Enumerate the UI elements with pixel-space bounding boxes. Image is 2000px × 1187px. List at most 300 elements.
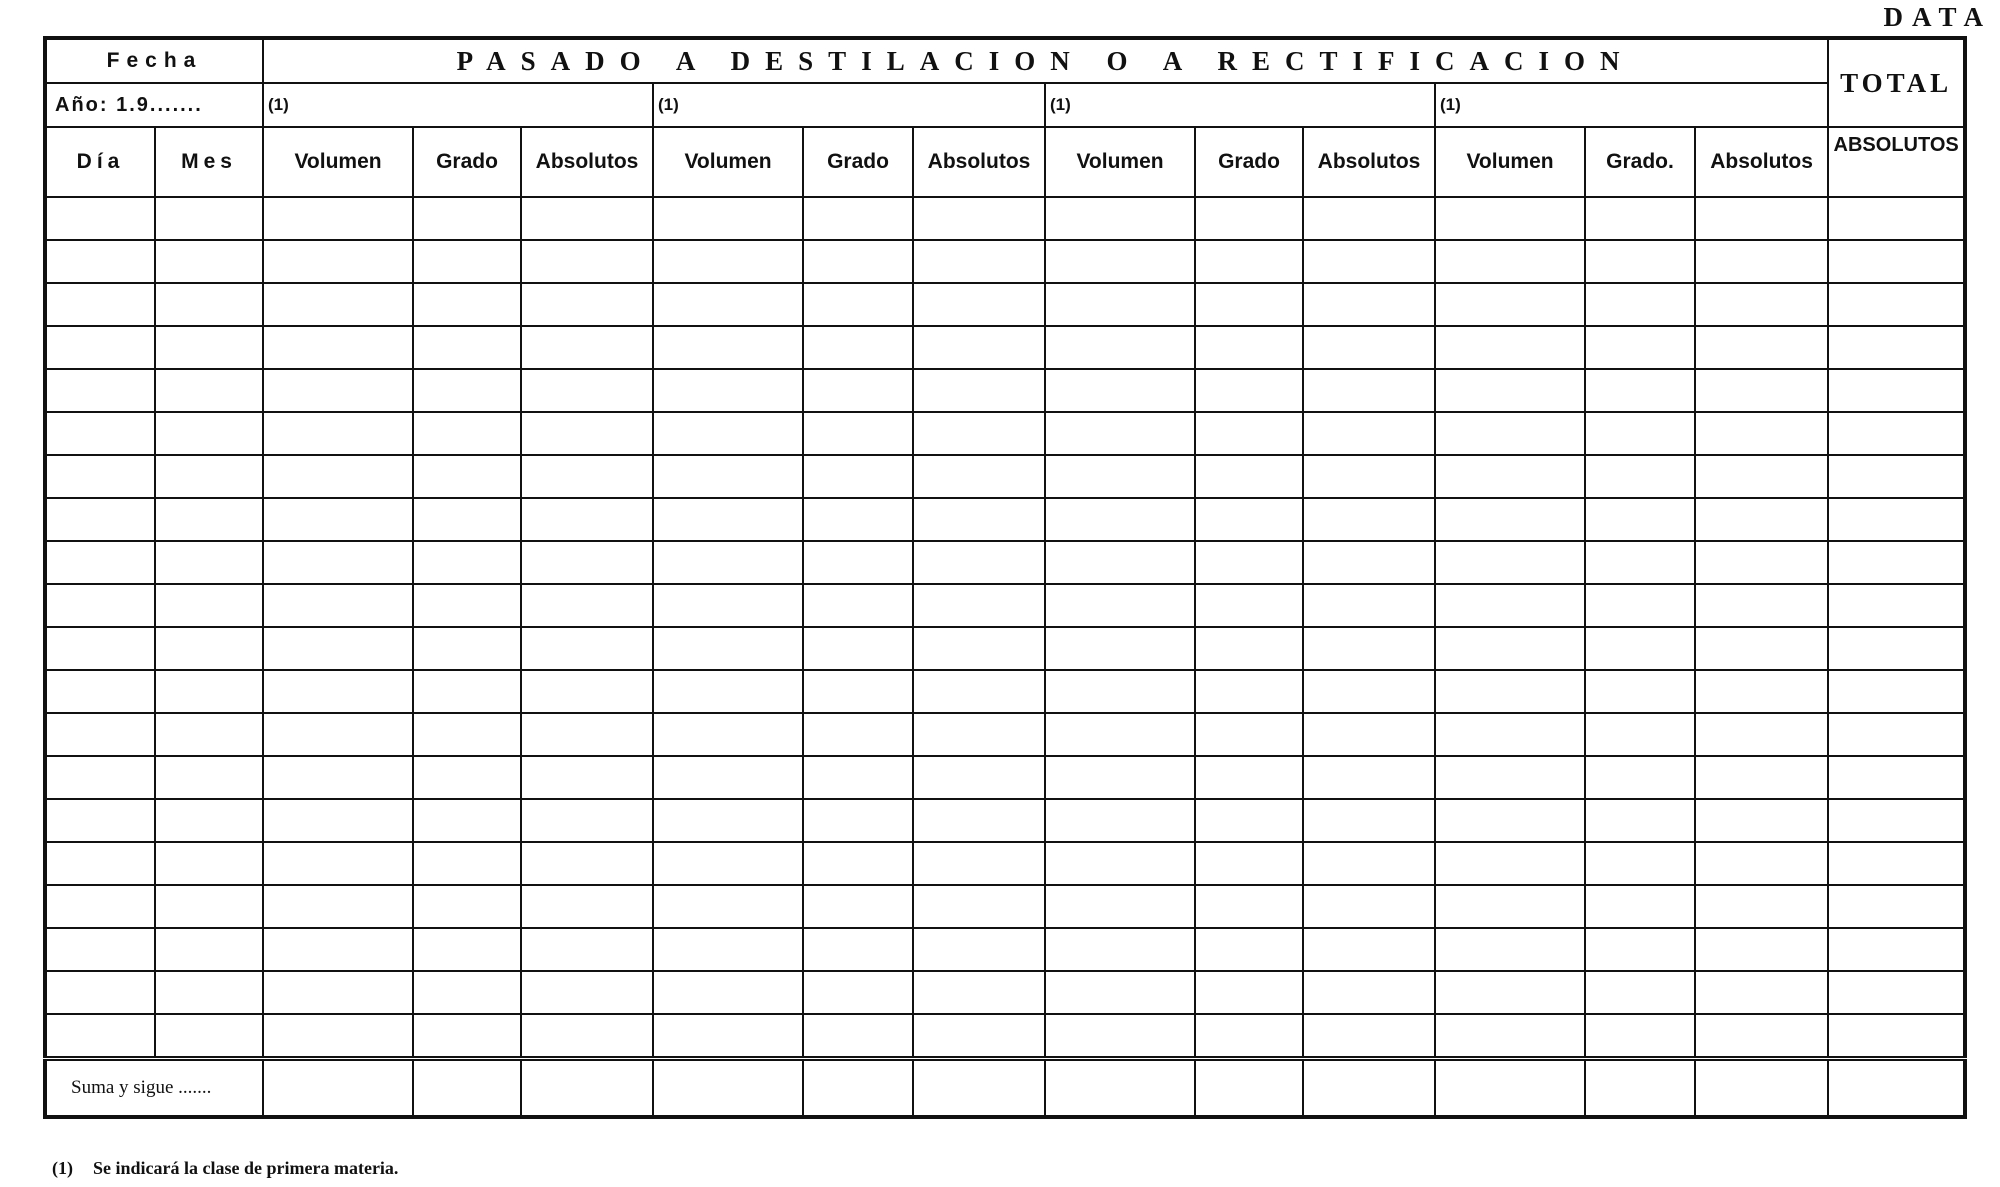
entry-cell[interactable] <box>653 928 803 971</box>
entry-cell[interactable] <box>1828 627 1965 670</box>
entry-cell[interactable] <box>155 670 263 713</box>
entry-cell[interactable] <box>155 498 263 541</box>
entry-cell[interactable] <box>155 197 263 240</box>
entry-cell[interactable] <box>1195 627 1303 670</box>
entry-cell[interactable] <box>1195 584 1303 627</box>
entry-cell[interactable] <box>1585 799 1695 842</box>
entry-cell[interactable] <box>155 584 263 627</box>
entry-cell[interactable] <box>1435 842 1585 885</box>
entry-cell[interactable] <box>45 885 155 928</box>
entry-cell[interactable] <box>1585 627 1695 670</box>
entry-cell[interactable] <box>1695 584 1828 627</box>
entry-cell[interactable] <box>1585 240 1695 283</box>
entry-cell[interactable] <box>1585 326 1695 369</box>
entry-cell[interactable] <box>1045 369 1195 412</box>
entry-cell[interactable] <box>653 369 803 412</box>
entry-cell[interactable] <box>45 326 155 369</box>
entry-cell[interactable] <box>413 842 521 885</box>
entry-cell[interactable] <box>1828 197 1965 240</box>
entry-cell[interactable] <box>1695 885 1828 928</box>
entry-cell[interactable] <box>1695 627 1828 670</box>
entry-cell[interactable] <box>1303 670 1435 713</box>
entry-cell[interactable] <box>521 240 653 283</box>
entry-cell[interactable] <box>1585 713 1695 756</box>
entry-cell[interactable] <box>1828 799 1965 842</box>
entry-cell[interactable] <box>521 197 653 240</box>
entry-cell[interactable] <box>1585 412 1695 455</box>
entry-cell[interactable] <box>913 713 1045 756</box>
sum-cell[interactable] <box>653 1059 803 1118</box>
entry-cell[interactable] <box>803 326 913 369</box>
entry-cell[interactable] <box>803 928 913 971</box>
entry-cell[interactable] <box>653 584 803 627</box>
entry-cell[interactable] <box>653 455 803 498</box>
entry-cell[interactable] <box>45 713 155 756</box>
entry-cell[interactable] <box>1585 885 1695 928</box>
entry-cell[interactable] <box>913 842 1045 885</box>
entry-cell[interactable] <box>803 283 913 326</box>
entry-cell[interactable] <box>1303 326 1435 369</box>
entry-cell[interactable] <box>913 412 1045 455</box>
entry-cell[interactable] <box>1585 498 1695 541</box>
entry-cell[interactable] <box>1435 326 1585 369</box>
entry-cell[interactable] <box>803 670 913 713</box>
entry-cell[interactable] <box>803 842 913 885</box>
entry-cell[interactable] <box>1195 670 1303 713</box>
entry-cell[interactable] <box>1195 756 1303 799</box>
entry-cell[interactable] <box>263 455 413 498</box>
entry-cell[interactable] <box>521 971 653 1014</box>
entry-cell[interactable] <box>1828 369 1965 412</box>
entry-cell[interactable] <box>803 756 913 799</box>
entry-cell[interactable] <box>913 369 1045 412</box>
sum-cell[interactable] <box>1435 1059 1585 1118</box>
entry-cell[interactable] <box>1303 412 1435 455</box>
entry-cell[interactable] <box>413 627 521 670</box>
entry-cell[interactable] <box>1303 541 1435 584</box>
entry-cell[interactable] <box>521 283 653 326</box>
entry-cell[interactable] <box>1585 197 1695 240</box>
entry-cell[interactable] <box>1303 713 1435 756</box>
entry-cell[interactable] <box>1195 885 1303 928</box>
entry-cell[interactable] <box>913 541 1045 584</box>
entry-cell[interactable] <box>803 197 913 240</box>
entry-cell[interactable] <box>1695 240 1828 283</box>
entry-cell[interactable] <box>521 928 653 971</box>
entry-cell[interactable] <box>803 885 913 928</box>
entry-cell[interactable] <box>155 799 263 842</box>
entry-cell[interactable] <box>1695 197 1828 240</box>
entry-cell[interactable] <box>1045 541 1195 584</box>
entry-cell[interactable] <box>155 627 263 670</box>
entry-cell[interactable] <box>1828 455 1965 498</box>
entry-cell[interactable] <box>263 756 413 799</box>
entry-cell[interactable] <box>45 369 155 412</box>
entry-cell[interactable] <box>521 455 653 498</box>
sum-cell[interactable] <box>1585 1059 1695 1118</box>
entry-cell[interactable] <box>1828 541 1965 584</box>
sum-cell[interactable] <box>263 1059 413 1118</box>
entry-cell[interactable] <box>1695 455 1828 498</box>
entry-cell[interactable] <box>45 627 155 670</box>
entry-cell[interactable] <box>1695 541 1828 584</box>
entry-cell[interactable] <box>1303 584 1435 627</box>
entry-cell[interactable] <box>1435 541 1585 584</box>
entry-cell[interactable] <box>263 1014 413 1059</box>
entry-cell[interactable] <box>155 240 263 283</box>
sum-cell[interactable] <box>1195 1059 1303 1118</box>
entry-cell[interactable] <box>155 283 263 326</box>
sum-cell[interactable] <box>1303 1059 1435 1118</box>
entry-cell[interactable] <box>1828 412 1965 455</box>
entry-cell[interactable] <box>1695 326 1828 369</box>
entry-cell[interactable] <box>155 455 263 498</box>
entry-cell[interactable] <box>803 412 913 455</box>
entry-cell[interactable] <box>1585 842 1695 885</box>
entry-cell[interactable] <box>913 584 1045 627</box>
entry-cell[interactable] <box>803 971 913 1014</box>
entry-cell[interactable] <box>1303 197 1435 240</box>
entry-cell[interactable] <box>45 197 155 240</box>
entry-cell[interactable] <box>653 326 803 369</box>
entry-cell[interactable] <box>521 756 653 799</box>
entry-cell[interactable] <box>1045 971 1195 1014</box>
entry-cell[interactable] <box>1585 584 1695 627</box>
entry-cell[interactable] <box>1303 240 1435 283</box>
entry-cell[interactable] <box>413 455 521 498</box>
entry-cell[interactable] <box>1828 756 1965 799</box>
entry-cell[interactable] <box>413 928 521 971</box>
entry-cell[interactable] <box>1695 756 1828 799</box>
sum-cell[interactable] <box>1695 1059 1828 1118</box>
entry-cell[interactable] <box>1195 842 1303 885</box>
entry-cell[interactable] <box>413 713 521 756</box>
entry-cell[interactable] <box>45 1014 155 1059</box>
entry-cell[interactable] <box>1695 842 1828 885</box>
entry-cell[interactable] <box>45 756 155 799</box>
entry-cell[interactable] <box>263 627 413 670</box>
entry-cell[interactable] <box>413 412 521 455</box>
entry-cell[interactable] <box>521 369 653 412</box>
entry-cell[interactable] <box>913 455 1045 498</box>
entry-cell[interactable] <box>1045 283 1195 326</box>
entry-cell[interactable] <box>45 283 155 326</box>
entry-cell[interactable] <box>1045 455 1195 498</box>
entry-cell[interactable] <box>1045 240 1195 283</box>
entry-cell[interactable] <box>263 842 413 885</box>
entry-cell[interactable] <box>1435 627 1585 670</box>
entry-cell[interactable] <box>1585 971 1695 1014</box>
entry-cell[interactable] <box>413 369 521 412</box>
entry-cell[interactable] <box>1695 283 1828 326</box>
entry-cell[interactable] <box>1195 369 1303 412</box>
entry-cell[interactable] <box>653 197 803 240</box>
entry-cell[interactable] <box>1303 842 1435 885</box>
entry-cell[interactable] <box>653 627 803 670</box>
entry-cell[interactable] <box>263 498 413 541</box>
entry-cell[interactable] <box>1585 670 1695 713</box>
entry-cell[interactable] <box>653 842 803 885</box>
entry-cell[interactable] <box>45 799 155 842</box>
entry-cell[interactable] <box>1695 713 1828 756</box>
entry-cell[interactable] <box>1585 756 1695 799</box>
entry-cell[interactable] <box>1303 498 1435 541</box>
entry-cell[interactable] <box>803 713 913 756</box>
sum-cell[interactable] <box>1828 1059 1965 1118</box>
entry-cell[interactable] <box>913 326 1045 369</box>
entry-cell[interactable] <box>913 498 1045 541</box>
entry-cell[interactable] <box>1828 1014 1965 1059</box>
entry-cell[interactable] <box>1695 412 1828 455</box>
entry-cell[interactable] <box>653 713 803 756</box>
entry-cell[interactable] <box>803 584 913 627</box>
entry-cell[interactable] <box>1435 713 1585 756</box>
entry-cell[interactable] <box>1195 455 1303 498</box>
entry-cell[interactable] <box>413 326 521 369</box>
entry-cell[interactable] <box>913 799 1045 842</box>
entry-cell[interactable] <box>803 799 913 842</box>
entry-cell[interactable] <box>1195 541 1303 584</box>
entry-cell[interactable] <box>155 842 263 885</box>
entry-cell[interactable] <box>1435 756 1585 799</box>
sum-cell[interactable] <box>803 1059 913 1118</box>
entry-cell[interactable] <box>413 799 521 842</box>
entry-cell[interactable] <box>1828 713 1965 756</box>
entry-cell[interactable] <box>1828 498 1965 541</box>
entry-cell[interactable] <box>913 1014 1045 1059</box>
entry-cell[interactable] <box>1303 1014 1435 1059</box>
entry-cell[interactable] <box>263 240 413 283</box>
entry-cell[interactable] <box>1045 670 1195 713</box>
entry-cell[interactable] <box>1435 197 1585 240</box>
entry-cell[interactable] <box>1045 197 1195 240</box>
entry-cell[interactable] <box>263 670 413 713</box>
entry-cell[interactable] <box>155 928 263 971</box>
entry-cell[interactable] <box>45 584 155 627</box>
entry-cell[interactable] <box>155 971 263 1014</box>
entry-cell[interactable] <box>1435 971 1585 1014</box>
entry-cell[interactable] <box>263 928 413 971</box>
entry-cell[interactable] <box>1303 885 1435 928</box>
entry-cell[interactable] <box>263 369 413 412</box>
entry-cell[interactable] <box>1045 627 1195 670</box>
entry-cell[interactable] <box>913 240 1045 283</box>
entry-cell[interactable] <box>653 670 803 713</box>
entry-cell[interactable] <box>1303 283 1435 326</box>
entry-cell[interactable] <box>413 541 521 584</box>
entry-cell[interactable] <box>803 498 913 541</box>
entry-cell[interactable] <box>1195 240 1303 283</box>
entry-cell[interactable] <box>1435 455 1585 498</box>
entry-cell[interactable] <box>263 971 413 1014</box>
entry-cell[interactable] <box>413 885 521 928</box>
entry-cell[interactable] <box>1695 799 1828 842</box>
entry-cell[interactable] <box>1303 928 1435 971</box>
entry-cell[interactable] <box>913 885 1045 928</box>
entry-cell[interactable] <box>1303 627 1435 670</box>
entry-cell[interactable] <box>1195 326 1303 369</box>
entry-cell[interactable] <box>1195 197 1303 240</box>
entry-cell[interactable] <box>263 412 413 455</box>
entry-cell[interactable] <box>1828 584 1965 627</box>
sum-cell[interactable] <box>521 1059 653 1118</box>
entry-cell[interactable] <box>1045 756 1195 799</box>
entry-cell[interactable] <box>1195 713 1303 756</box>
entry-cell[interactable] <box>155 885 263 928</box>
entry-cell[interactable] <box>1828 885 1965 928</box>
entry-cell[interactable] <box>1695 498 1828 541</box>
entry-cell[interactable] <box>1828 670 1965 713</box>
entry-cell[interactable] <box>521 799 653 842</box>
entry-cell[interactable] <box>1435 885 1585 928</box>
entry-cell[interactable] <box>1435 670 1585 713</box>
entry-cell[interactable] <box>1695 670 1828 713</box>
entry-cell[interactable] <box>653 756 803 799</box>
entry-cell[interactable] <box>1045 713 1195 756</box>
entry-cell[interactable] <box>155 541 263 584</box>
entry-cell[interactable] <box>913 197 1045 240</box>
entry-cell[interactable] <box>1435 412 1585 455</box>
entry-cell[interactable] <box>653 971 803 1014</box>
entry-cell[interactable] <box>1435 584 1585 627</box>
entry-cell[interactable] <box>155 412 263 455</box>
entry-cell[interactable] <box>521 326 653 369</box>
entry-cell[interactable] <box>1828 971 1965 1014</box>
entry-cell[interactable] <box>1195 412 1303 455</box>
entry-cell[interactable] <box>653 541 803 584</box>
entry-cell[interactable] <box>913 670 1045 713</box>
entry-cell[interactable] <box>155 713 263 756</box>
entry-cell[interactable] <box>155 326 263 369</box>
entry-cell[interactable] <box>1435 799 1585 842</box>
entry-cell[interactable] <box>1195 1014 1303 1059</box>
entry-cell[interactable] <box>263 283 413 326</box>
entry-cell[interactable] <box>1585 541 1695 584</box>
entry-cell[interactable] <box>803 369 913 412</box>
entry-cell[interactable] <box>1045 326 1195 369</box>
entry-cell[interactable] <box>1195 799 1303 842</box>
entry-cell[interactable] <box>913 756 1045 799</box>
entry-cell[interactable] <box>1695 1014 1828 1059</box>
entry-cell[interactable] <box>263 541 413 584</box>
entry-cell[interactable] <box>521 670 653 713</box>
entry-cell[interactable] <box>1828 326 1965 369</box>
entry-cell[interactable] <box>653 283 803 326</box>
entry-cell[interactable] <box>1435 240 1585 283</box>
entry-cell[interactable] <box>413 971 521 1014</box>
entry-cell[interactable] <box>1828 842 1965 885</box>
entry-cell[interactable] <box>1828 928 1965 971</box>
entry-cell[interactable] <box>1585 928 1695 971</box>
entry-cell[interactable] <box>263 799 413 842</box>
entry-cell[interactable] <box>413 197 521 240</box>
entry-cell[interactable] <box>521 584 653 627</box>
entry-cell[interactable] <box>413 240 521 283</box>
entry-cell[interactable] <box>521 1014 653 1059</box>
entry-cell[interactable] <box>1303 756 1435 799</box>
entry-cell[interactable] <box>45 498 155 541</box>
entry-cell[interactable] <box>263 197 413 240</box>
entry-cell[interactable] <box>803 541 913 584</box>
entry-cell[interactable] <box>803 240 913 283</box>
entry-cell[interactable] <box>413 498 521 541</box>
entry-cell[interactable] <box>1585 1014 1695 1059</box>
entry-cell[interactable] <box>803 627 913 670</box>
entry-cell[interactable] <box>1435 369 1585 412</box>
entry-cell[interactable] <box>1195 971 1303 1014</box>
entry-cell[interactable] <box>413 283 521 326</box>
entry-cell[interactable] <box>263 885 413 928</box>
entry-cell[interactable] <box>1695 369 1828 412</box>
entry-cell[interactable] <box>1435 1014 1585 1059</box>
entry-cell[interactable] <box>653 412 803 455</box>
entry-cell[interactable] <box>1303 799 1435 842</box>
entry-cell[interactable] <box>653 799 803 842</box>
entry-cell[interactable] <box>521 412 653 455</box>
entry-cell[interactable] <box>913 283 1045 326</box>
entry-cell[interactable] <box>521 842 653 885</box>
entry-cell[interactable] <box>653 885 803 928</box>
entry-cell[interactable] <box>1195 498 1303 541</box>
entry-cell[interactable] <box>155 756 263 799</box>
entry-cell[interactable] <box>521 627 653 670</box>
entry-cell[interactable] <box>1303 369 1435 412</box>
entry-cell[interactable] <box>1045 842 1195 885</box>
entry-cell[interactable] <box>413 756 521 799</box>
entry-cell[interactable] <box>521 713 653 756</box>
entry-cell[interactable] <box>45 842 155 885</box>
year-field[interactable]: Año: 1.9....... <box>45 83 263 127</box>
entry-cell[interactable] <box>1435 498 1585 541</box>
entry-cell[interactable] <box>263 713 413 756</box>
entry-cell[interactable] <box>1585 283 1695 326</box>
entry-cell[interactable] <box>1828 283 1965 326</box>
entry-cell[interactable] <box>913 627 1045 670</box>
entry-cell[interactable] <box>521 885 653 928</box>
entry-cell[interactable] <box>1045 498 1195 541</box>
entry-cell[interactable] <box>1695 928 1828 971</box>
entry-cell[interactable] <box>45 541 155 584</box>
entry-cell[interactable] <box>1045 412 1195 455</box>
entry-cell[interactable] <box>45 971 155 1014</box>
entry-cell[interactable] <box>521 498 653 541</box>
entry-cell[interactable] <box>1585 369 1695 412</box>
entry-cell[interactable] <box>1303 455 1435 498</box>
entry-cell[interactable] <box>1435 283 1585 326</box>
entry-cell[interactable] <box>653 240 803 283</box>
entry-cell[interactable] <box>1303 971 1435 1014</box>
entry-cell[interactable] <box>45 928 155 971</box>
entry-cell[interactable] <box>1695 971 1828 1014</box>
entry-cell[interactable] <box>1195 928 1303 971</box>
sum-cell[interactable] <box>413 1059 521 1118</box>
entry-cell[interactable] <box>263 584 413 627</box>
entry-cell[interactable] <box>413 584 521 627</box>
entry-cell[interactable] <box>1045 799 1195 842</box>
entry-cell[interactable] <box>413 670 521 713</box>
entry-cell[interactable] <box>803 455 913 498</box>
entry-cell[interactable] <box>155 1014 263 1059</box>
entry-cell[interactable] <box>521 541 653 584</box>
entry-cell[interactable] <box>913 971 1045 1014</box>
entry-cell[interactable] <box>653 498 803 541</box>
entry-cell[interactable] <box>1585 455 1695 498</box>
entry-cell[interactable] <box>913 928 1045 971</box>
entry-cell[interactable] <box>45 455 155 498</box>
entry-cell[interactable] <box>1828 240 1965 283</box>
entry-cell[interactable] <box>1045 885 1195 928</box>
entry-cell[interactable] <box>45 412 155 455</box>
